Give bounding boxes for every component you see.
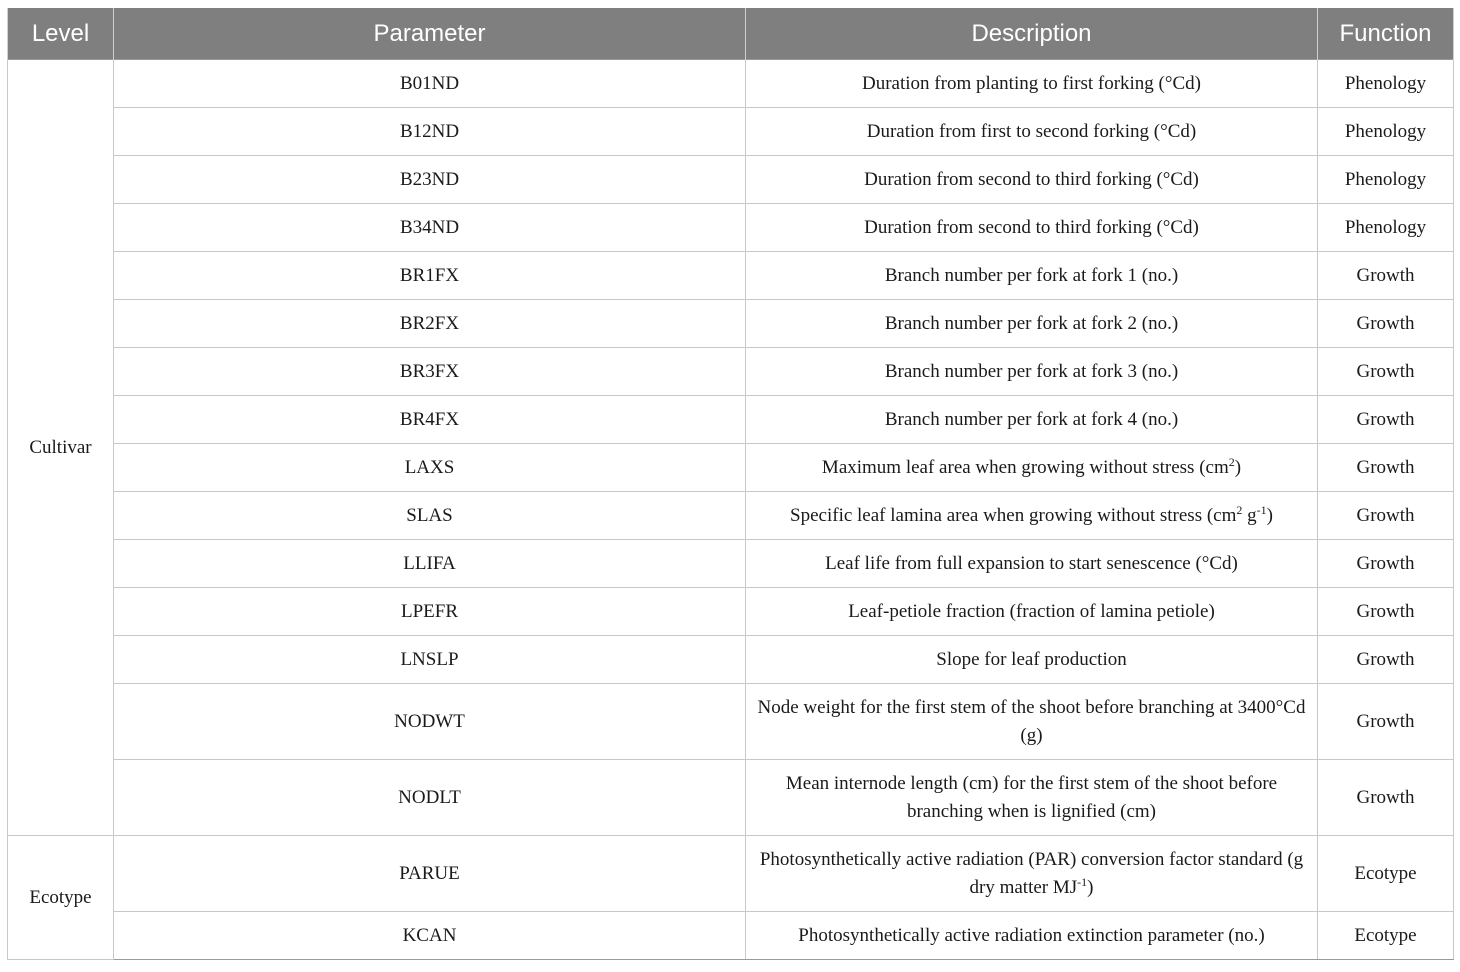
- parameter-cell: LPEFR: [114, 588, 746, 636]
- description-cell: [746, 492, 1318, 540]
- superscript: -1: [1256, 502, 1267, 517]
- description-text-end: ): [1087, 876, 1094, 898]
- superscript: -1: [1077, 874, 1088, 889]
- function-cell: Ecotype: [1318, 912, 1454, 960]
- table-row: [8, 588, 1454, 636]
- description-cell: Branch number per fork at fork 2 (no.): [746, 300, 1318, 348]
- description-text: Specific leaf lamina area when growing without stress (cm: [790, 504, 1237, 526]
- table-header: [8, 8, 1454, 60]
- table-row: [8, 492, 1454, 540]
- description-cell: Duration from second to third forking (°Cd): [746, 204, 1318, 252]
- table-row: [8, 204, 1454, 252]
- function-cell: Phenology: [1318, 156, 1454, 204]
- header-description: Description: [746, 8, 1318, 60]
- header-row: [8, 8, 1454, 60]
- function-cell: Growth: [1318, 540, 1454, 588]
- function-cell: Growth: [1318, 396, 1454, 444]
- description-cell: Branch number per fork at fork 4 (no.): [746, 396, 1318, 444]
- table-row: [8, 912, 1454, 960]
- parameter-cell: BR2FX: [114, 300, 746, 348]
- header-level: Level: [8, 8, 114, 60]
- description-cell: [746, 444, 1318, 492]
- description-cell: Mean internode length (cm) for the first stem of the shoot before branching when is lignified (cm): [746, 760, 1318, 836]
- table-row: [8, 156, 1454, 204]
- level-cell: Cultivar: [8, 60, 114, 836]
- table-row: [8, 108, 1454, 156]
- description-cell: Photosynthetically active radiation extinction parameter (no.): [746, 912, 1318, 960]
- parameter-cell: NODWT: [114, 684, 746, 760]
- table-row: [8, 396, 1454, 444]
- table-row: [8, 760, 1454, 836]
- description-cell: Branch number per fork at fork 1 (no.): [746, 252, 1318, 300]
- description-text-end: ): [1266, 504, 1273, 526]
- function-cell: Growth: [1318, 684, 1454, 760]
- header-function: Function: [1318, 8, 1454, 60]
- description-cell: Leaf life from full expansion to start senescence (°Cd): [746, 540, 1318, 588]
- function-cell: Growth: [1318, 636, 1454, 684]
- description-cell: Branch number per fork at fork 3 (no.): [746, 348, 1318, 396]
- function-cell: Phenology: [1318, 204, 1454, 252]
- description-text: Photosynthetically active radiation (PAR) conversion factor standard (g dry matter MJ: [759, 848, 1304, 898]
- description-cell: Duration from first to second forking (°Cd): [746, 108, 1318, 156]
- function-cell: Growth: [1318, 760, 1454, 836]
- parameter-cell: LLIFA: [114, 540, 746, 588]
- function-cell: Phenology: [1318, 108, 1454, 156]
- parameter-cell: SLAS: [114, 492, 746, 540]
- parameter-cell: PARUE: [114, 836, 746, 912]
- parameter-cell: B01ND: [114, 60, 746, 108]
- function-cell: Growth: [1318, 252, 1454, 300]
- description-cell: Duration from planting to first forking (°Cd): [746, 60, 1318, 108]
- description-text-end: ): [1234, 456, 1242, 478]
- level-cell: Ecotype: [8, 836, 114, 960]
- table-row: [8, 636, 1454, 684]
- description-text: Maximum leaf area when growing without stress (cm: [821, 456, 1229, 478]
- parameter-cell: BR1FX: [114, 252, 746, 300]
- superscript: 2: [1228, 454, 1235, 469]
- table-row: [8, 684, 1454, 760]
- function-cell: Growth: [1318, 300, 1454, 348]
- parameter-cell: B23ND: [114, 156, 746, 204]
- parameter-cell: KCAN: [114, 912, 746, 960]
- table-row: [8, 444, 1454, 492]
- description-text-mid: g: [1242, 504, 1257, 526]
- function-cell: Ecotype: [1318, 836, 1454, 912]
- function-cell: Growth: [1318, 444, 1454, 492]
- parameter-cell: B34ND: [114, 204, 746, 252]
- description-cell: Duration from second to third forking (°Cd): [746, 156, 1318, 204]
- superscript: 2: [1236, 502, 1243, 517]
- parameter-cell: B12ND: [114, 108, 746, 156]
- parameter-cell: BR4FX: [114, 396, 746, 444]
- parameter-cell: LNSLP: [114, 636, 746, 684]
- table-row: [8, 252, 1454, 300]
- table-row: [8, 300, 1454, 348]
- description-cell: [746, 836, 1318, 912]
- header-parameter: Parameter: [114, 8, 746, 60]
- function-cell: Growth: [1318, 348, 1454, 396]
- function-cell: Growth: [1318, 492, 1454, 540]
- function-cell: Growth: [1318, 588, 1454, 636]
- table-body: [8, 60, 1454, 960]
- table-row: [8, 348, 1454, 396]
- function-cell: Phenology: [1318, 60, 1454, 108]
- parameter-cell: LAXS: [114, 444, 746, 492]
- description-cell: Slope for leaf production: [746, 636, 1318, 684]
- description-cell: Leaf-petiole fraction (fraction of lamina petiole): [746, 588, 1318, 636]
- description-cell: Node weight for the first stem of the shoot before branching at 3400°Cd (g): [746, 684, 1318, 760]
- parameter-cell: BR3FX: [114, 348, 746, 396]
- parameters-table: [7, 8, 1454, 960]
- parameter-cell: NODLT: [114, 760, 746, 836]
- table-row: [8, 60, 1454, 108]
- table-row: [8, 540, 1454, 588]
- table-row: [8, 836, 1454, 912]
